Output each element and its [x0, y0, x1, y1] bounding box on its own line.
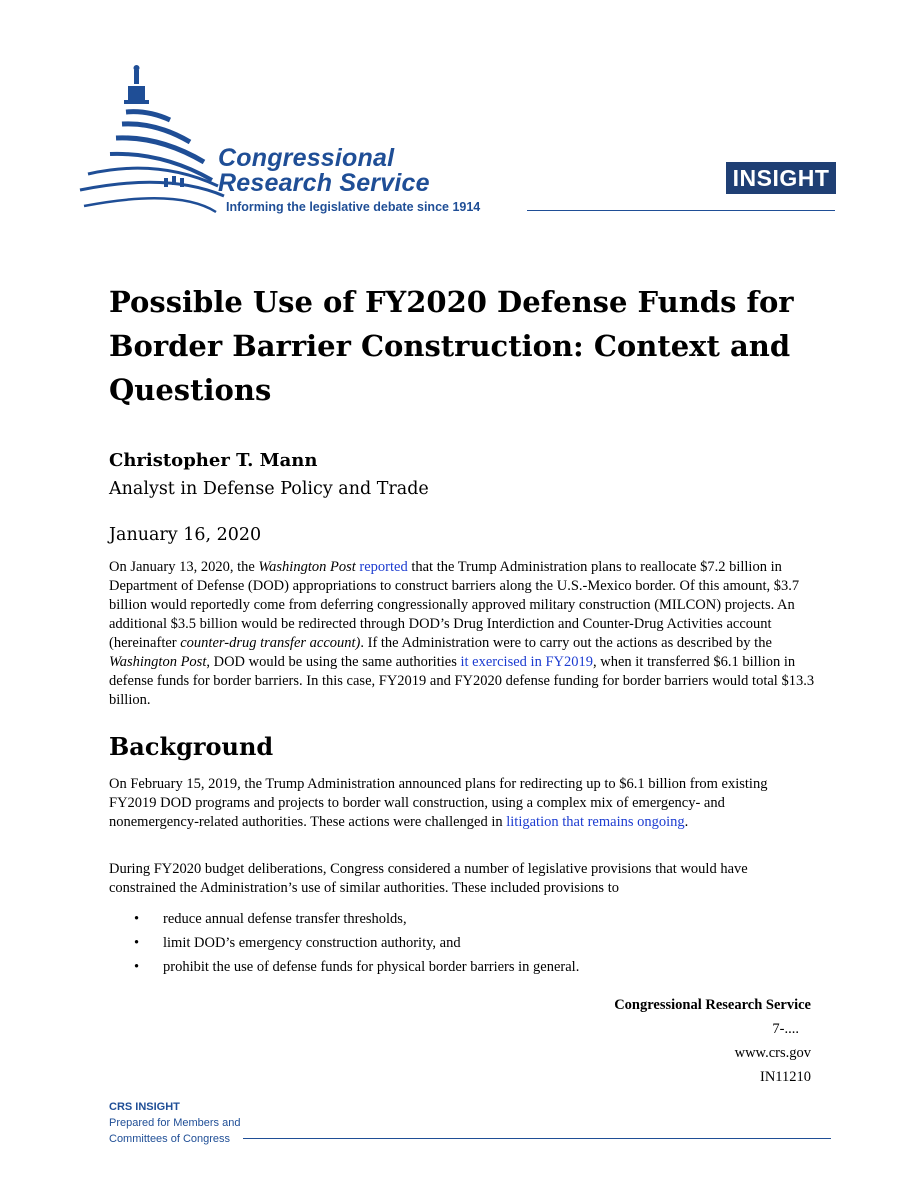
page-footer [109, 1099, 240, 1147]
org-tagline: Informing the legislative debate since 1914 [226, 200, 481, 214]
italic-run: Washington Post [109, 654, 207, 670]
background-paragraph [109, 775, 815, 832]
publication-date: January 16, 2020 [109, 525, 262, 545]
crs-footer-code: 7-.... [772, 1021, 799, 1037]
italic-run: Washington Post [258, 559, 356, 575]
text-run: On January 13, 2020, the [109, 559, 259, 575]
text-run: . [684, 814, 689, 830]
org-name-line1: Congressional [218, 144, 395, 172]
text-run: On February 15, 2019, the Trump Administration announced plans for redirecting up to $6.1 billion from existing FY2019 DOD programs and projects to border wall construction, using a complex mix of emergency- and nonemergency-related authorities. These actions were challenged in [109, 776, 768, 830]
crs-footer-name: Congressional Research Service [614, 997, 811, 1013]
list-item: • limit DOD’s emergency construction authority, and [134, 931, 579, 955]
org-name [218, 146, 430, 196]
italic-run: counter-drug transfer account) [180, 635, 361, 651]
provisions-list [134, 907, 579, 979]
insight-badge: INSIGHT [726, 162, 836, 194]
page-footer-label: CRS INSIGHT [109, 1101, 180, 1113]
header-rule [527, 210, 835, 211]
section-heading: Background [109, 732, 274, 761]
footer-rule [243, 1138, 831, 1139]
fy2019-link[interactable]: it exercised in FY2019 [460, 654, 593, 670]
document-title: Possible Use of FY2020 Defense Funds for Border Barrier Construction: Context and Questions [109, 285, 794, 407]
litigation-link[interactable]: litigation that remains ongoing [506, 814, 685, 830]
page-footer-line2: Prepared for Members and [109, 1117, 241, 1129]
list-item: • reduce annual defense transfer thresholds, [134, 907, 579, 931]
crs-footer [614, 993, 811, 1089]
reported-link[interactable]: reported [359, 559, 408, 575]
list-item: • prohibit the use of defense funds for physical border barriers in general. [134, 955, 579, 979]
deliberations-paragraph: During FY2020 budget deliberations, Congress considered a number of legislative provisions that would have constrained the Administration’s use of similar authorities. These included provisions to [109, 861, 748, 896]
text-run: . If the Administration were to carry out the actions as described by the [360, 635, 772, 651]
capitol-dome-logo [78, 62, 558, 222]
author-name: Christopher T. Mann [109, 450, 318, 471]
intro-paragraph [109, 558, 815, 710]
crs-footer-id: IN11210 [759, 1069, 811, 1085]
text-run: that the Trump Administration plans to reallocate $7.2 billion in Department of Defense (DOD) appropriations to construct barriers along the U.S.-Mexico border. Of this amount, $3.7 billion would reportedly come from deferring congressionally approved military construction (MILCON) projects. An additional $3.5 billion would be redirected through DOD’s Drug Interdiction and Counter-Drug Activities account (hereinafter [109, 559, 800, 651]
crs-footer-url: www.crs.gov [734, 1045, 811, 1061]
text-run: , when it transferred $6.1 billion in defense funds for border barriers. In this case, FY2019 and FY2020 defense funding for border barriers would total $13.3 billion. [109, 654, 815, 708]
text-run: , DOD would be using the same authorities [206, 654, 461, 670]
page-footer-line3: Committees of Congress [109, 1133, 231, 1145]
author-role: Analyst in Defense Policy and Trade [109, 479, 429, 499]
org-name-line2: Research Service [218, 169, 430, 197]
